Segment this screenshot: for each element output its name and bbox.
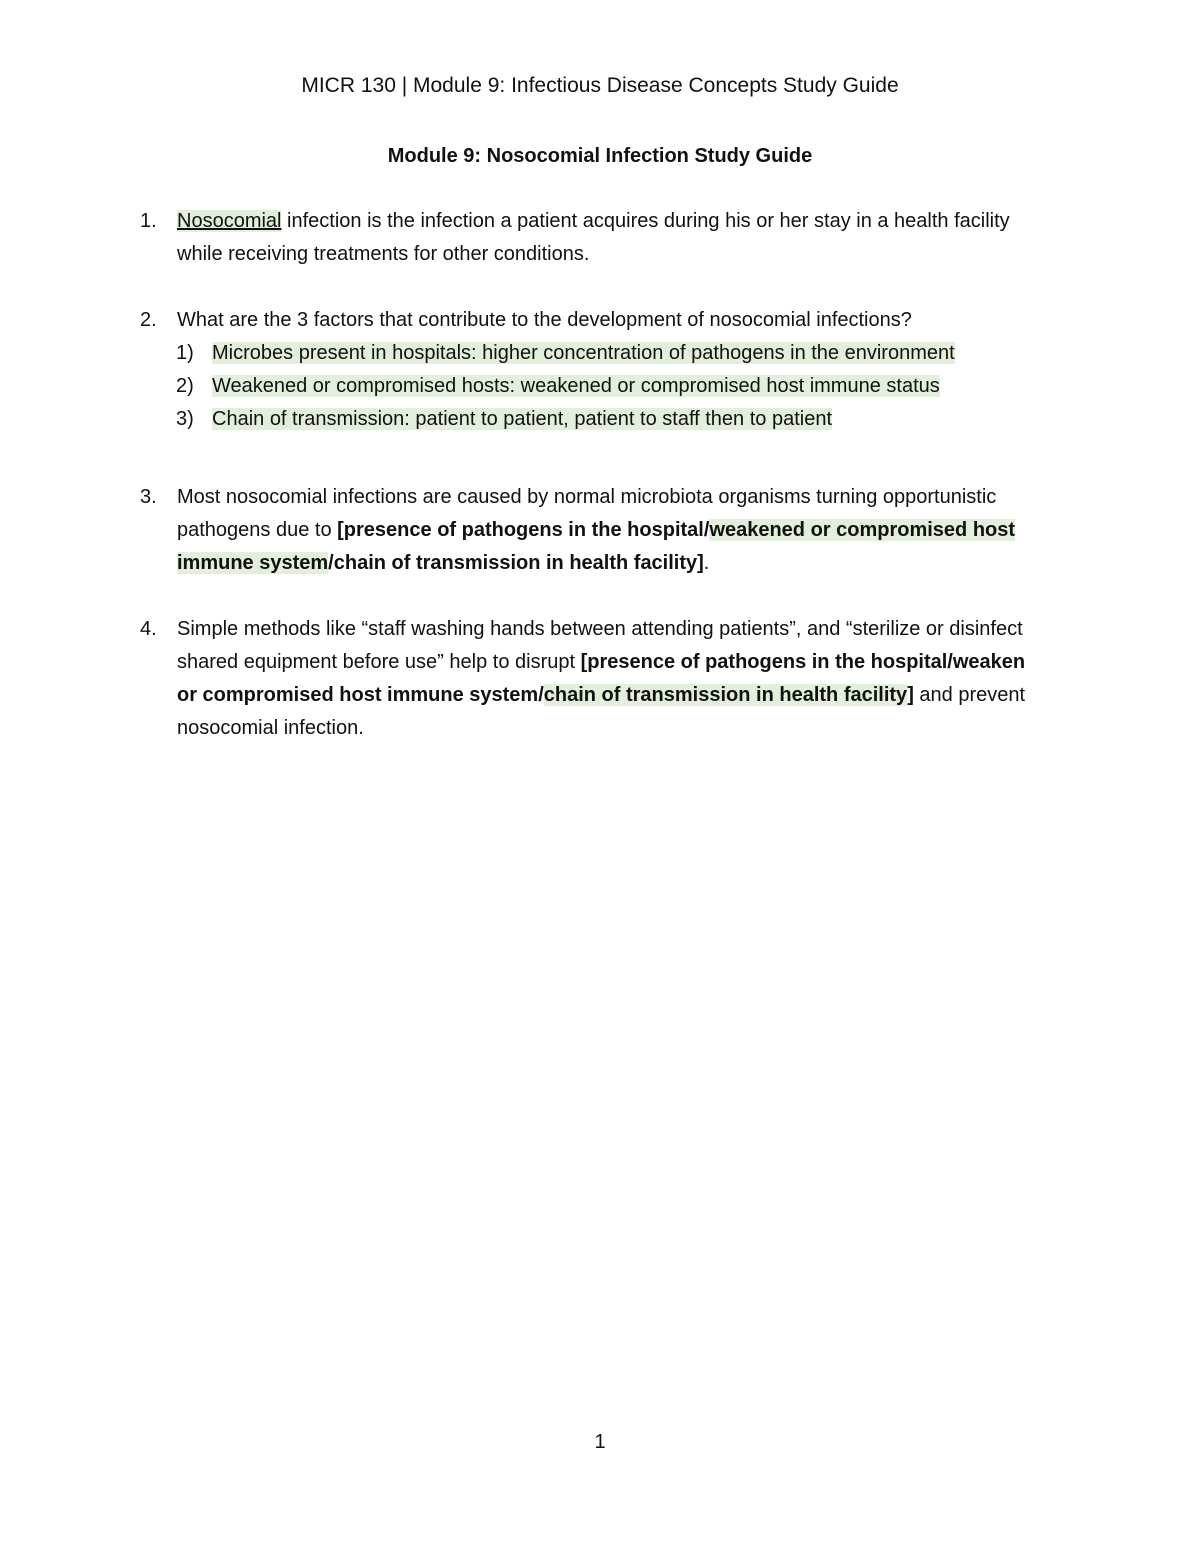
question-number: 1. xyxy=(140,210,157,232)
answer-item-3 xyxy=(176,403,1046,436)
answer-highlight: weakened or compromised host immune system xyxy=(177,519,1016,574)
question-number: 2. xyxy=(140,309,157,331)
question-number: 4. xyxy=(140,618,157,640)
answer-number: 3) xyxy=(176,408,194,430)
question-3 xyxy=(140,481,1040,580)
answer-highlight: Weakened or compromised hosts: weakened or compromised host immune status xyxy=(212,375,940,397)
choice-text: [presence of pathogens in the hospital/weaken or compromised host immune system/ xyxy=(177,651,1026,706)
question-end: . xyxy=(703,552,710,574)
question-2 xyxy=(140,304,1040,337)
choice-text: ] xyxy=(907,684,914,706)
answer-highlight: chain of transmission in health facility xyxy=(543,684,908,706)
question-number: 3. xyxy=(140,486,157,508)
answer-highlight: Microbes present in hospitals: higher concentration of pathogens in the environment xyxy=(212,342,955,364)
question-text xyxy=(177,613,1040,745)
page-header: MICR 130 | Module 9: Infectious Disease Concepts Study Guide xyxy=(301,74,899,97)
question-text xyxy=(177,481,1040,580)
question-text xyxy=(177,205,1040,271)
question-lead: Simple methods like “staff washing hands between attending patients”, and “sterilize or disinfect shared equipment before use” help to disrupt xyxy=(177,618,1023,673)
question-lead: Most nosocomial infections are caused by normal microbiota organisms turning opportunistic pathogens due to xyxy=(177,486,997,541)
question-text-rest: infection is the infection a patient acquires during his or her stay in a health facility while receiving treatments for other conditions. xyxy=(177,210,1010,265)
answer-item-1 xyxy=(176,337,1046,370)
question-4 xyxy=(140,613,1040,745)
question-end: and prevent nosocomial infection. xyxy=(177,684,1026,739)
answer-highlight: Nosocomial xyxy=(177,210,282,232)
question-text: What are the 3 factors that contribute to the development of nosocomial infections? xyxy=(177,309,912,331)
answer-highlight: Chain of transmission: patient to patient, patient to staff then to patient xyxy=(212,408,833,430)
page-number: 1 xyxy=(594,1431,606,1453)
answer-item-2 xyxy=(176,370,1046,403)
page-title: Module 9: Nosocomial Infection Study Guide xyxy=(387,145,813,167)
choice-text: [presence of pathogens in the hospital/ xyxy=(337,519,710,541)
answer-number: 1) xyxy=(176,342,194,364)
choice-text: /chain of transmission in health facility] xyxy=(328,552,704,574)
answer-number: 2) xyxy=(176,375,194,397)
question-1 xyxy=(140,205,1040,271)
